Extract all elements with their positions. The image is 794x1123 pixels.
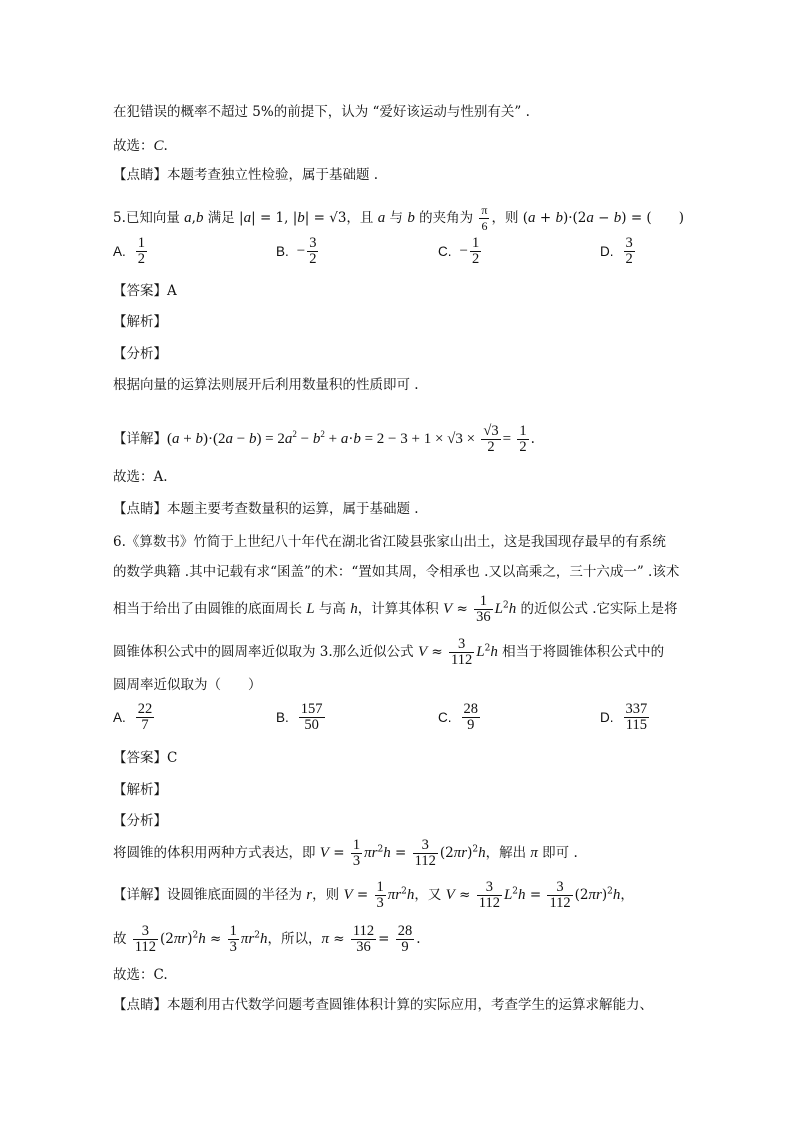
option-5d: D. $\frac{3}{2}$ — [600, 235, 633, 267]
fenxi-label-6: 【分析】 — [113, 813, 167, 829]
question-6-line1: 6.《算数书》竹简于上世纪八十年代在湖北省江陵县张家山出土，这是我国现存最早的有系统 — [113, 534, 666, 550]
option-5b: B. − $\frac{3}{2}$ — [276, 235, 317, 267]
comment-6: 【点睛】本题利用古代数学问题考查圆锥体积计算的实际应用，考查学生的运算求解能力、 — [113, 997, 653, 1013]
option-6d: D. $\frac{337}{115}$ — [600, 701, 648, 733]
question-5: 5.已知向量 a,b 满足 |a| = 1, |b| = √3，且 a 与 b 的夹角为 $\frac{\pi}{6}$ ，则 (a + b)·(2a − b) = ( ) — [113, 203, 684, 233]
fenxi-text-6: 将圆锥的体积用两种方式表达，即 V = $\frac{1}{3}$ $\pi r^2h$ = $\frac{3}{112}$ $(2\pi r)^2h$，解出 π 即可 . — [113, 837, 578, 869]
answer-label-5: 【答案】A — [113, 283, 177, 299]
answer-line-6: 故选：C. — [113, 967, 168, 983]
question-6-line5: 圆周率近似取为（ ） — [113, 677, 262, 693]
comment-line: 【点睛】本题考查独立性检验，属于基础题 . — [113, 167, 379, 183]
question-6-line2: 的数学典籍 .其中记载有求“囷盖”的术：“置如其周，令相承也 .又以高乘之，三十六成一” .该术 — [113, 564, 680, 580]
detail-5: 【详解】$(a + b)\cdot(2a - b) = 2a^2 - b^2 + a\cdot b = 2 - 3 + 1 \times √3$ × $\frac{√3}{2}$ = $\frac{1}{2}$ . — [113, 423, 535, 455]
option-6b: B. $\frac{157}{50}$ — [276, 701, 323, 733]
analysis-label-5: 【解析】 — [113, 314, 167, 330]
detail-6-line2: 故 $\frac{3}{112}$ $(2\pi r)^2h$ ≈ $\frac{1}{3}$ $\pi r^2h$，所以，π ≈ $\frac{112}{36}$ = $\frac{28}{9}$ . — [113, 923, 421, 955]
option-6a: A. $\frac{22}{7}$ — [113, 701, 153, 733]
option-5a: A. $\frac{1}{2}$ — [113, 235, 146, 267]
fenxi-text-5: 根据向量的运算法则展开后利用数量积的性质即可 . — [113, 377, 419, 393]
analysis-label-6: 【解析】 — [113, 782, 167, 798]
fenxi-label-5: 【分析】 — [113, 346, 167, 362]
comment-5: 【点睛】本题主要考查数量积的运算，属于基础题 . — [113, 501, 419, 517]
option-6c: C. $\frac{28}{9}$ — [438, 701, 478, 733]
paragraph-line: 在犯错误的概率不超过 5%的前提下，认为 “爱好该运动与性别有关” . — [113, 104, 530, 120]
answer-line-5: 故选：A. — [113, 469, 168, 485]
answer-label-6: 【答案】C — [113, 750, 178, 766]
detail-6-line1: 【详解】设圆锥底面圆的半径为 r，则 V = $\frac{1}{3}$ $\pi r^2h$，又 V ≈ $\frac{3}{112}$ $L^2h$ = $\frac{3}{112}$ $(2\pi r)^2h$， — [113, 879, 634, 911]
question-6-line4: 圆锥体积公式中的圆周率近似取为 3.那么近似公式 V ≈ $\frac{3}{112}$ $L^2h$ 相当于将圆锥体积公式中的 — [113, 636, 665, 668]
option-5c: C. − $\frac{1}{2}$ — [438, 235, 480, 267]
answer-line: 故选：C. — [113, 138, 168, 154]
question-6-line3: 相当于给出了由圆锥的底面周长 L 与高 h，计算其体积 V ≈ $\frac{1}{36}$ $L^2h$ 的近似公式 .它实际上是将 — [113, 593, 678, 625]
